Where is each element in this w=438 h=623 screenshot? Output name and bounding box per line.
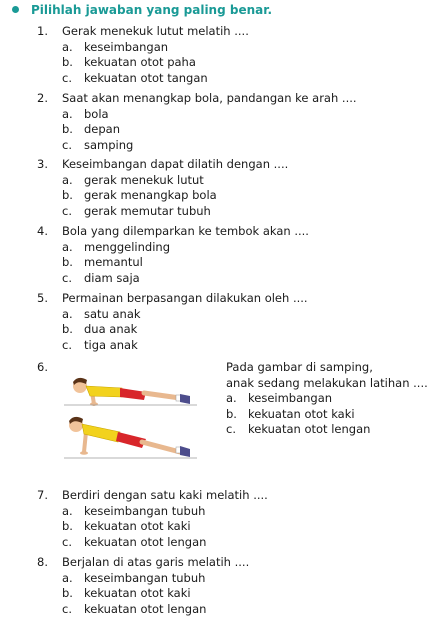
question-text: Keseimbangan dapat dilatih dengan .... (62, 157, 289, 171)
push-up-illustration (62, 362, 212, 472)
question-2 (37, 91, 357, 153)
option-a[interactable]: a. menggelinding (62, 239, 171, 254)
instruction-heading (12, 3, 272, 17)
question-7 (37, 488, 268, 550)
option-a[interactable]: a. keseimbangan tubuh (62, 570, 206, 585)
option-b[interactable]: b. dua anak (62, 322, 138, 336)
question-6 (226, 360, 428, 438)
option-b[interactable]: b. kekuatan otot paha (62, 55, 196, 69)
question-text: Berdiri dengan satu kaki melatih .... (62, 488, 268, 502)
option-a[interactable]: a. keseimbangan tubuh (62, 503, 206, 518)
option-b[interactable]: b. gerak menangkap bola (62, 188, 217, 202)
question-text: Gerak menekuk lutut melatih .... (62, 24, 249, 38)
question-number: 2. (37, 91, 48, 105)
push-up-up-figure (64, 417, 197, 458)
question-text: Pada gambar di samping, (226, 360, 373, 374)
question-3 (37, 157, 288, 219)
question-4 (37, 224, 309, 286)
option-b[interactable]: b. depan (62, 122, 121, 136)
instruction-text: Pilihlah jawaban yang paling benar. (31, 3, 273, 17)
question-1 (37, 24, 249, 86)
question-8 (37, 555, 249, 617)
option-c[interactable]: c. kekuatan otot lengan (62, 601, 207, 616)
question-number: 5. (37, 291, 48, 305)
push-up-figure-icon (62, 362, 212, 472)
question-text: anak sedang melakukan latihan .... (226, 375, 428, 390)
option-a[interactable]: a. satu anak (62, 306, 141, 321)
question-text: Berjalan di atas garis melatih .... (62, 555, 250, 569)
option-b[interactable]: b. kekuatan otot kaki (62, 586, 191, 600)
question-text: Bola yang dilemparkan ke tembok akan .... (62, 224, 309, 238)
question-5 (37, 291, 308, 353)
option-b[interactable]: b. memantul (62, 255, 143, 269)
option-c[interactable]: c. diam saja (62, 270, 140, 285)
question-number: 7. (37, 488, 48, 502)
option-c[interactable]: c. kekuatan otot lengan (226, 422, 371, 436)
option-a[interactable]: a. bola (62, 106, 109, 121)
question-text: Permainan berpasangan dilakukan oleh .... (62, 291, 308, 305)
question-text: Saat akan menangkap bola, pandangan ke arah .... (62, 91, 357, 105)
option-a[interactable]: a. gerak menekuk lutut (62, 172, 204, 187)
option-c[interactable]: c. kekuatan otot tangan (62, 70, 208, 85)
option-a[interactable]: a. keseimbangan (226, 391, 333, 405)
question-number: 8. (37, 555, 48, 569)
bullet-icon (12, 6, 19, 13)
option-c[interactable]: c. kekuatan otot lengan (62, 534, 207, 549)
option-b[interactable]: b. kekuatan otot kaki (226, 406, 355, 421)
option-c[interactable]: c. gerak memutar tubuh (62, 203, 211, 218)
question-number: 3. (37, 157, 48, 171)
option-a[interactable]: a. keseimbangan (62, 39, 169, 54)
question-number: 4. (37, 224, 48, 238)
question-number: 6. (37, 360, 48, 374)
option-b[interactable]: b. kekuatan otot kaki (62, 519, 191, 533)
option-c[interactable]: c. tiga anak (62, 337, 138, 352)
question-number: 1. (37, 24, 48, 38)
option-c[interactable]: c. samping (62, 137, 134, 152)
push-up-down-figure (64, 378, 197, 406)
